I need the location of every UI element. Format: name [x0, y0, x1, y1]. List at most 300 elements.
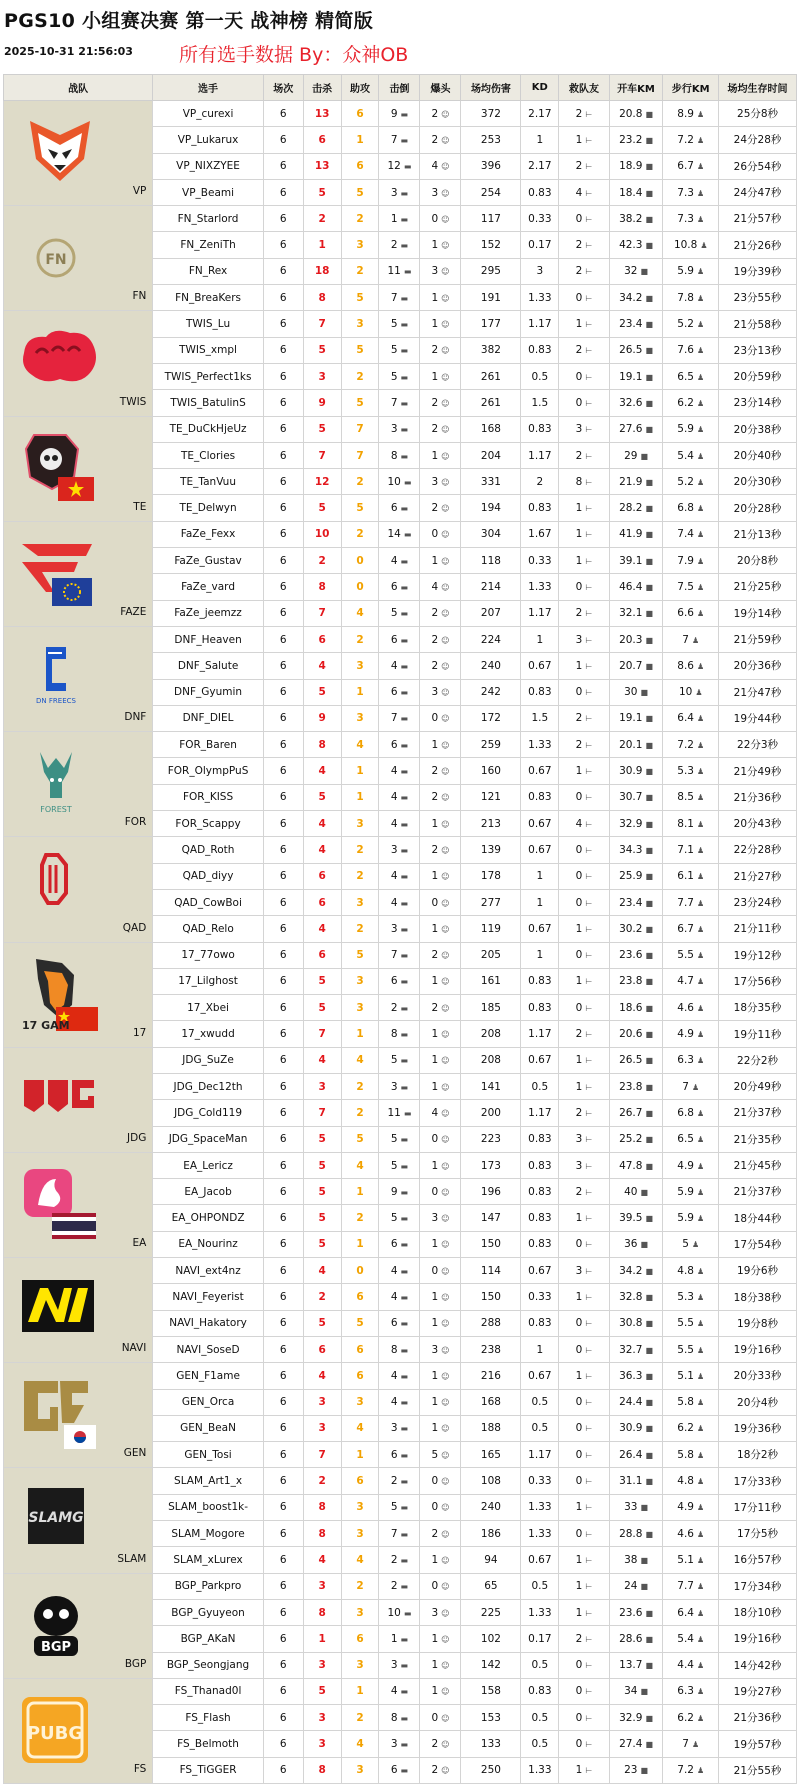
survival-time-cell [719, 1021, 797, 1047]
car-icon: ■ [645, 1529, 654, 1539]
kd-cell [521, 521, 559, 547]
head-icon: ☺ [441, 1713, 450, 1723]
drive-km-value: 38.2 [619, 212, 643, 225]
kills-cell [303, 1363, 341, 1389]
survival-time-value: 18分10秒 [733, 1607, 782, 1620]
kd-value: 0.5 [531, 1396, 549, 1409]
kd-cell [521, 1652, 559, 1678]
kd-value: 2 [536, 475, 544, 488]
gun-icon: ▬ [400, 1582, 409, 1592]
headshots-cell [420, 1179, 461, 1205]
walk-icon: ♟ [696, 398, 705, 408]
survival-time-value: 20分36秒 [733, 660, 782, 673]
heal-icon: ⊢ [585, 1766, 593, 1776]
walk-icon: ♟ [696, 1293, 705, 1302]
walk-icon: ♟ [696, 346, 705, 356]
walk-km-cell [663, 1100, 719, 1126]
revives-cell [559, 968, 609, 994]
assists-cell [341, 1231, 379, 1257]
head-icon: ☺ [441, 1214, 450, 1224]
walk-km-cell [663, 1547, 719, 1573]
assists-cell [341, 574, 379, 600]
walk-km-cell [663, 206, 719, 232]
heal-icon: ⊢ [585, 1450, 593, 1460]
heal-icon: ⊢ [585, 1582, 593, 1592]
avg-damage-value: 261 [480, 396, 501, 409]
assists-value: 1 [356, 765, 364, 778]
kd-cell [521, 600, 559, 626]
walk-icon: ♟ [696, 1003, 705, 1013]
kd-value: 1.33 [528, 291, 552, 304]
assists-value: 3 [356, 318, 364, 331]
head-icon: ☺ [441, 1450, 450, 1460]
kd-cell [521, 153, 559, 179]
knocks-cell [379, 1626, 420, 1652]
kd-value: 0.5 [531, 1580, 549, 1593]
matches-value: 6 [279, 1396, 287, 1409]
walk-icon: ♟ [696, 1634, 705, 1644]
player-name: FaZe_Fexx [153, 521, 263, 547]
survival-time-value: 21分45秒 [733, 1160, 782, 1173]
kills-cell [303, 1336, 341, 1362]
walk-km-cell [663, 1468, 719, 1494]
kills-cell [303, 1310, 341, 1336]
survival-time-value: 26分54秒 [733, 160, 782, 173]
matches-cell [263, 968, 303, 994]
team-cell [4, 1047, 153, 1152]
kills-value: 4 [318, 1369, 326, 1382]
avg-damage-cell [461, 600, 521, 626]
drive-km-cell [609, 1126, 663, 1152]
avg-damage-cell [461, 1258, 521, 1284]
kd-cell [521, 1468, 559, 1494]
survival-time-value: 20分59秒 [733, 371, 782, 384]
drive-km-value: 27.4 [619, 1738, 643, 1751]
revives-value: 1 [575, 1553, 583, 1566]
avg-damage-cell [461, 1652, 521, 1678]
head-icon: ☺ [441, 1319, 450, 1329]
walk-km-value: 6.2 [677, 396, 694, 409]
survival-time-value: 25分8秒 [737, 108, 779, 121]
knocks-value: 8 [390, 1711, 398, 1724]
kills-cell [303, 1442, 341, 1468]
knocks-value: 8 [390, 1028, 398, 1041]
headshots-value: 0 [431, 712, 439, 725]
matches-cell [263, 548, 303, 574]
knocks-cell [379, 1363, 420, 1389]
revives-cell [559, 258, 609, 284]
matches-cell [263, 1100, 303, 1126]
heal-icon: ⊢ [585, 661, 593, 671]
walk-km-cell [663, 337, 719, 363]
matches-value: 6 [279, 370, 287, 383]
walk-km-value: 7.3 [677, 186, 694, 199]
headshots-cell [420, 548, 461, 574]
kills-value: 2 [318, 1291, 326, 1303]
heal-icon: ⊢ [585, 1161, 593, 1171]
team-name: FOR [124, 816, 147, 829]
avg-damage-cell [461, 1363, 521, 1389]
knocks-cell [379, 521, 420, 547]
gun-icon: ▬ [403, 1608, 412, 1618]
matches-cell [263, 285, 303, 311]
stats-table [3, 74, 797, 1784]
headshots-value: 1 [431, 239, 439, 252]
matches-cell [263, 1126, 303, 1152]
kills-cell [303, 521, 341, 547]
kills-value: 3 [318, 1580, 326, 1593]
head-icon: ☺ [441, 477, 450, 487]
headshots-value: 3 [431, 265, 439, 278]
knocks-value: 14 [387, 528, 401, 541]
survival-time-value: 19分11秒 [733, 1028, 782, 1041]
gun-icon: ▬ [400, 1503, 409, 1513]
knocks-value: 5 [390, 370, 398, 383]
team-name: BGP [124, 1657, 147, 1670]
kills-cell [303, 127, 341, 153]
kills-value: 7 [318, 1106, 326, 1119]
car-icon: ■ [645, 1319, 654, 1329]
drive-km-value: 32.9 [619, 1711, 643, 1724]
kd-cell [521, 942, 559, 968]
assists-cell [341, 1126, 379, 1152]
walk-km-cell [663, 495, 719, 521]
knocks-cell [379, 626, 420, 652]
avg-damage-value: 295 [480, 265, 501, 278]
walk-km-value: 6.3 [677, 1054, 694, 1067]
avg-damage-value: 277 [480, 896, 501, 909]
knocks-cell [379, 1573, 420, 1599]
kd-value: 0.83 [528, 1685, 552, 1698]
heal-icon: ⊢ [585, 1398, 593, 1408]
revives-cell [559, 1652, 609, 1678]
head-icon: ☺ [441, 188, 450, 198]
revives-value: 0 [575, 291, 583, 304]
kills-cell [303, 1258, 341, 1284]
drive-km-cell [609, 679, 663, 705]
heal-icon: ⊢ [585, 1108, 593, 1118]
player-name: VP_Beami [153, 179, 263, 205]
gun-icon: ▬ [400, 845, 409, 855]
kd-cell [521, 1179, 559, 1205]
car-icon: ■ [640, 1687, 649, 1697]
headshots-cell [420, 1573, 461, 1599]
walk-icon: ♟ [696, 477, 705, 487]
drive-km-value: 20.7 [619, 659, 643, 672]
car-icon: ■ [645, 635, 654, 645]
matches-value: 6 [279, 1553, 287, 1566]
walk-km-cell [663, 179, 719, 205]
heal-icon: ⊢ [585, 767, 593, 777]
kd-value: 0.83 [528, 1133, 552, 1146]
walk-km-cell [663, 1415, 719, 1441]
walk-km-value: 5.9 [677, 1185, 694, 1198]
kills-cell [303, 995, 341, 1021]
head-icon: ☺ [441, 1266, 450, 1276]
kd-cell [521, 1573, 559, 1599]
table-row [4, 1152, 797, 1178]
survival-time-cell [719, 1100, 797, 1126]
survival-time-cell [719, 784, 797, 810]
matches-cell [263, 1494, 303, 1520]
heal-icon: ⊢ [585, 1634, 593, 1644]
kd-value: 1.17 [528, 1448, 552, 1461]
knocks-value: 3 [390, 186, 398, 199]
assists-cell [341, 1021, 379, 1047]
drive-km-value: 24.4 [619, 1396, 643, 1409]
kills-value: 4 [318, 1264, 326, 1277]
gun-icon: ▬ [400, 688, 409, 698]
matches-cell [263, 416, 303, 442]
knocks-cell [379, 1284, 420, 1310]
heal-icon: ⊢ [585, 267, 593, 277]
car-icon: ■ [640, 1582, 649, 1592]
revives-cell [559, 521, 609, 547]
matches-cell [263, 521, 303, 547]
avg-damage-value: 150 [480, 1238, 501, 1251]
survival-time-value: 18分2秒 [737, 1449, 779, 1462]
matches-value: 6 [279, 423, 287, 436]
team-cell [4, 1363, 153, 1468]
headshots-cell [420, 285, 461, 311]
player-name: FN_Rex [153, 258, 263, 284]
table-row [4, 1047, 797, 1073]
avg-damage-value: 108 [480, 1475, 501, 1488]
player-name: JDG_SpaceMan [153, 1126, 263, 1152]
kd-value: 0.67 [528, 817, 552, 830]
assists-cell [341, 995, 379, 1021]
assists-cell [341, 469, 379, 495]
head-icon: ☺ [441, 1398, 450, 1408]
assists-value: 3 [356, 896, 364, 909]
drive-km-cell [609, 1100, 663, 1126]
assists-cell [341, 1310, 379, 1336]
knocks-cell [379, 206, 420, 232]
assists-value: 3 [356, 1606, 364, 1619]
matches-cell [263, 337, 303, 363]
car-icon: ■ [645, 1345, 654, 1355]
drive-km-value: 30.8 [619, 1317, 643, 1330]
matches-cell [263, 600, 303, 626]
matches-value: 6 [279, 1106, 287, 1119]
survival-time-value: 22分2秒 [737, 1054, 779, 1067]
col-headshots: 爆头 [420, 75, 461, 101]
avg-damage-value: 168 [480, 423, 501, 436]
knocks-cell [379, 258, 420, 284]
player-name: JDG_Dec12th [153, 1073, 263, 1099]
survival-time-value: 21分36秒 [733, 1712, 782, 1725]
avg-damage-cell [461, 1152, 521, 1178]
kills-cell [303, 1047, 341, 1073]
walk-km-value: 5.3 [677, 765, 694, 778]
table-row [4, 101, 797, 127]
drive-km-cell [609, 705, 663, 731]
gun-icon: ▬ [403, 530, 412, 540]
gun-icon: ▬ [400, 346, 409, 356]
revives-cell [559, 784, 609, 810]
walk-km-cell [663, 811, 719, 837]
knocks-value: 11 [387, 1106, 401, 1119]
heal-icon: ⊢ [585, 872, 593, 882]
revives-value: 0 [575, 843, 583, 856]
kd-value: 0.67 [528, 765, 552, 778]
revives-value: 2 [575, 738, 583, 751]
survival-time-value: 20分49秒 [733, 1081, 782, 1094]
survival-time-value: 19分44秒 [733, 712, 782, 725]
car-icon: ■ [645, 1214, 654, 1224]
headshots-cell [420, 1599, 461, 1625]
head-icon: ☺ [441, 793, 450, 803]
heal-icon: ⊢ [585, 977, 593, 987]
assists-value: 5 [356, 1133, 364, 1146]
survival-time-value: 24分28秒 [733, 134, 782, 147]
walk-km-cell [663, 1284, 719, 1310]
kills-value: 8 [318, 1501, 326, 1514]
timestamp: 2025-10-31 21:56:03 [4, 45, 133, 58]
drive-km-cell [609, 1442, 663, 1468]
walk-icon: ♟ [696, 714, 705, 724]
assists-cell [341, 1047, 379, 1073]
assists-value: 2 [356, 370, 364, 383]
knocks-value: 5 [390, 344, 398, 357]
walk-km-value: 5.9 [677, 265, 694, 278]
headshots-value: 2 [431, 607, 439, 620]
headshots-cell [420, 442, 461, 468]
assists-value: 3 [356, 975, 364, 988]
car-icon: ■ [645, 1608, 654, 1618]
matches-cell [263, 1442, 303, 1468]
kills-value: 5 [318, 1133, 326, 1146]
kd-cell [521, 1310, 559, 1336]
headshots-value: 0 [431, 1475, 439, 1488]
matches-value: 6 [279, 1317, 287, 1330]
kills-value: 6 [318, 1343, 326, 1356]
revives-cell [559, 1389, 609, 1415]
survival-time-cell [719, 1047, 797, 1073]
heal-icon: ⊢ [585, 241, 593, 251]
kd-value: 3 [536, 265, 544, 278]
revives-value: 0 [575, 1711, 583, 1724]
survival-time-cell [719, 1389, 797, 1415]
drive-km-value: 36.3 [619, 1369, 643, 1382]
walk-km-cell [663, 363, 719, 389]
gun-icon: ▬ [400, 109, 409, 119]
kd-cell [521, 1494, 559, 1520]
drive-km-cell [609, 1652, 663, 1678]
assists-cell [341, 206, 379, 232]
kd-cell [521, 469, 559, 495]
revives-cell [559, 495, 609, 521]
drive-km-cell [609, 179, 663, 205]
avg-damage-cell [461, 1678, 521, 1704]
walk-km-cell [663, 311, 719, 337]
drive-km-cell [609, 1047, 663, 1073]
walk-km-cell [663, 390, 719, 416]
drive-km-cell [609, 495, 663, 521]
kills-cell [303, 1205, 341, 1231]
avg-damage-cell [461, 1757, 521, 1783]
knocks-cell [379, 1258, 420, 1284]
drive-km-value: 32 [624, 265, 638, 278]
heal-icon: ⊢ [585, 635, 593, 645]
kd-cell [521, 1258, 559, 1284]
gun-icon: ▬ [400, 767, 409, 777]
avg-damage-value: 208 [480, 1028, 501, 1041]
avg-damage-cell [461, 311, 521, 337]
kills-value: 6 [318, 133, 326, 146]
survival-time-cell [719, 232, 797, 258]
revives-cell [559, 1284, 609, 1310]
kills-value: 3 [318, 370, 326, 383]
assists-cell [341, 1468, 379, 1494]
kills-cell [303, 942, 341, 968]
matches-value: 6 [279, 1738, 287, 1751]
matches-value: 6 [279, 1291, 287, 1303]
avg-damage-cell [461, 916, 521, 942]
assists-cell [341, 1073, 379, 1099]
walk-km-cell [663, 968, 719, 994]
revives-value: 2 [575, 265, 583, 278]
headshots-cell [420, 153, 461, 179]
drive-km-value: 40 [624, 1185, 638, 1198]
survival-time-cell [719, 942, 797, 968]
drive-km-cell [609, 1521, 663, 1547]
revives-value: 2 [575, 344, 583, 357]
kills-cell [303, 1231, 341, 1257]
matches-cell [263, 1547, 303, 1573]
walk-km-cell [663, 1757, 719, 1783]
player-name: JDG_SuZe [153, 1047, 263, 1073]
gun-icon: ▬ [400, 1135, 409, 1145]
walk-km-cell [663, 101, 719, 127]
headshots-cell [420, 600, 461, 626]
car-icon: ■ [640, 688, 649, 698]
kd-cell [521, 232, 559, 258]
survival-time-cell [719, 1152, 797, 1178]
assists-value: 2 [356, 212, 364, 225]
headshots-value: 2 [431, 633, 439, 646]
drive-km-cell [609, 442, 663, 468]
avg-damage-value: 177 [480, 318, 501, 331]
head-icon: ☺ [441, 425, 450, 435]
kills-cell [303, 1626, 341, 1652]
knocks-value: 5 [390, 1054, 398, 1067]
avg-damage-value: 188 [480, 1422, 501, 1435]
assists-cell [341, 1205, 379, 1231]
matches-value: 6 [279, 396, 287, 409]
drive-km-cell [609, 1336, 663, 1362]
drive-km-cell [609, 732, 663, 758]
kills-cell [303, 363, 341, 389]
drive-km-cell [609, 889, 663, 915]
survival-time-cell [719, 1757, 797, 1783]
svg-text:PUBG: PUBG [26, 1722, 84, 1744]
knocks-cell [379, 653, 420, 679]
col-walk-km: 步行KM [663, 75, 719, 101]
revives-cell [559, 1757, 609, 1783]
kd-cell [521, 1705, 559, 1731]
revives-value: 2 [575, 1632, 583, 1645]
head-icon: ☺ [441, 819, 450, 829]
matches-value: 6 [279, 1028, 287, 1041]
drive-km-cell [609, 101, 663, 127]
matches-cell [263, 101, 303, 127]
kills-cell [303, 968, 341, 994]
drive-km-cell [609, 285, 663, 311]
matches-cell [263, 1363, 303, 1389]
kd-cell [521, 206, 559, 232]
matches-cell [263, 1205, 303, 1231]
